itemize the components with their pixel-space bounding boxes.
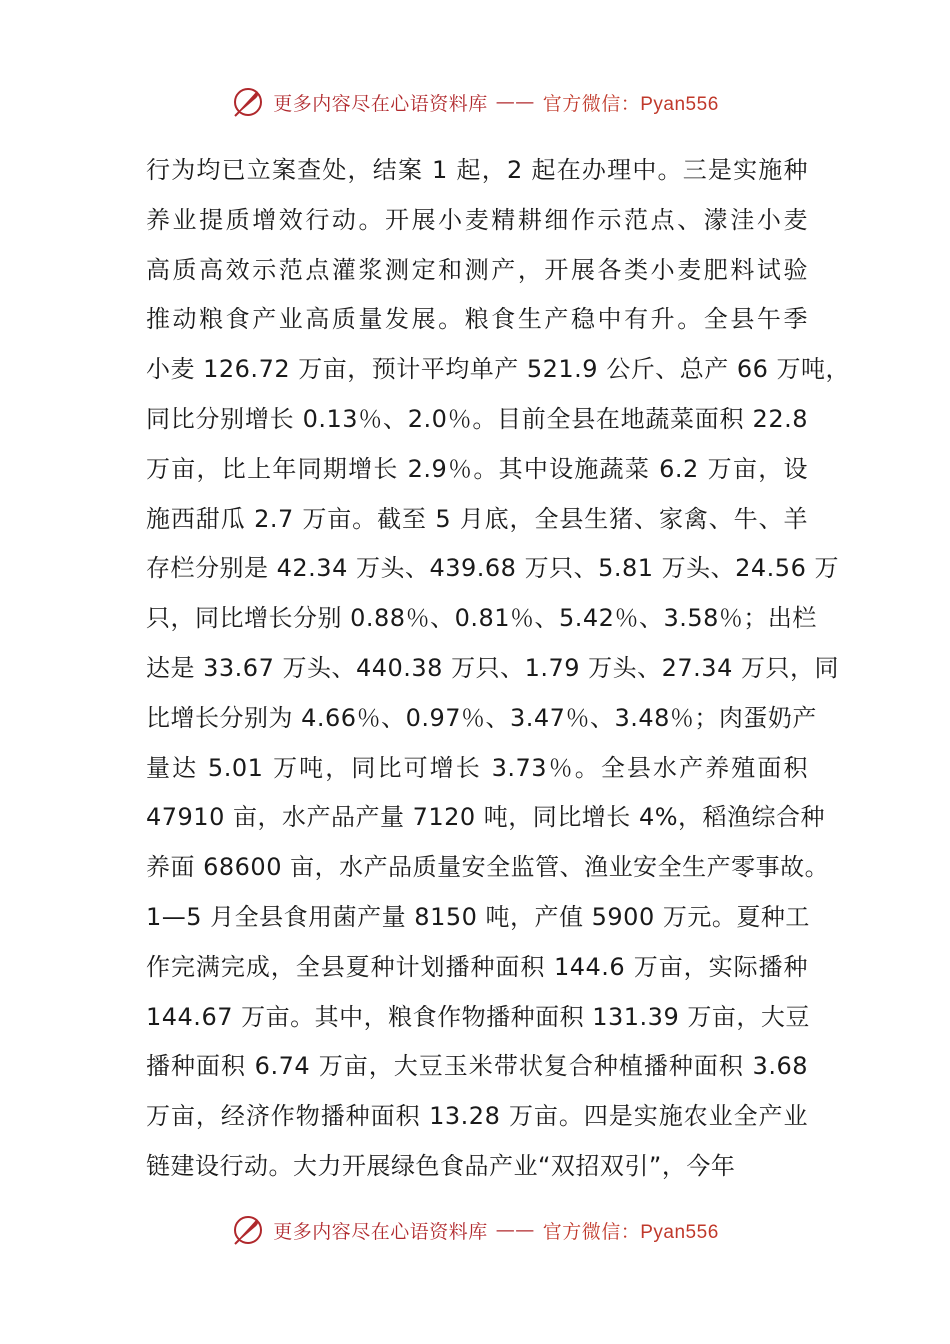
header-wechat-text: 官方微信：Pyan556 (542, 93, 719, 115)
body-line: 养面 68600 亩，水产品质量安全监管、渔业安全生产零事故。 (146, 853, 830, 882)
body-line: 达是 33.67 万头、440.38 万只、1.79 万头、27.34 万只，同 (146, 653, 839, 682)
footer-site-text: 更多内容尽在心语资料库 (273, 1220, 488, 1243)
header-site-text: 更多内容尽在心语资料库 (273, 92, 488, 115)
footer-dash: —— (495, 1219, 535, 1241)
body-line: 只，同比增长分别 0.88％、0.81％、5.42％、3.58％；出栏 (146, 604, 817, 633)
document-body (146, 146, 850, 1192)
body-line: 施西甜瓜 2.7 万亩。截至 5 月底，全县生猪、家禽、牛、羊 (146, 504, 808, 533)
header-dash: —— (495, 91, 535, 113)
body-line: 小麦 126.72 万亩，预计平均单产 521.9 公斤、总产 66 万吨， (146, 355, 850, 384)
body-line: 播种面积 6.74 万亩，大豆玉米带状复合种植播种面积 3.68 (146, 1052, 808, 1081)
body-line: 作完满完成，全县夏种计划播种面积 144.6 万亩，实际播种 (146, 952, 808, 981)
body-line: 144.67 万亩。其中，粮食作物播种面积 131.39 万亩，大豆 (146, 1002, 810, 1031)
body-line: 1—5 月全县食用菌产量 8150 吨，产值 5900 万元。夏种工 (146, 902, 810, 931)
header-watermark (0, 82, 950, 122)
body-line: 存栏分别是 42.34 万头、439.68 万只、5.81 万头、24.56 万 (146, 554, 839, 583)
body-line: 同比分别增长 0.13％、2.0％。目前全县在地蔬菜面积 22.8 (146, 404, 808, 433)
body-line: 行为均已立案查处，结案 1 起，2 起在办理中。三是实施种 (146, 156, 808, 184)
body-line: 量达 5.01 万吨，同比可增长 3.73％。全县水产养殖面积 (146, 753, 808, 782)
footer-wechat-text: 官方微信：Pyan556 (542, 1221, 719, 1243)
body-line: 47910 亩，水产品产量 7120 吨，同比增长 4%，稻渔综合种 (146, 803, 826, 832)
body-line: 链建设行动。大力开展绿色食品产业“双招双引”，今年 (146, 1151, 736, 1180)
body-line: 推动粮食产业高质量发展。粮食生产稳中有升。全县午季 (146, 305, 808, 334)
body-line: 比增长分别为 4.66％、0.97％、3.47％、3.48％；肉蛋奶产 (146, 703, 817, 732)
footer-watermark (0, 1210, 950, 1250)
quill-logo-icon (231, 85, 265, 119)
body-line: 万亩，比上年同期增长 2.9％。其中设施蔬菜 6.2 万亩，设 (146, 454, 808, 483)
body-line: 万亩，经济作物播种面积 13.28 万亩。四是实施农业全产业 (146, 1102, 808, 1131)
body-line: 高质高效示范点灌浆测定和测产，开展各类小麦肥料试验 (146, 255, 808, 284)
body-line: 养业提质增效行动。开展小麦精耕细作示范点、濛洼小麦 (146, 205, 808, 234)
quill-logo-icon (231, 1213, 265, 1247)
